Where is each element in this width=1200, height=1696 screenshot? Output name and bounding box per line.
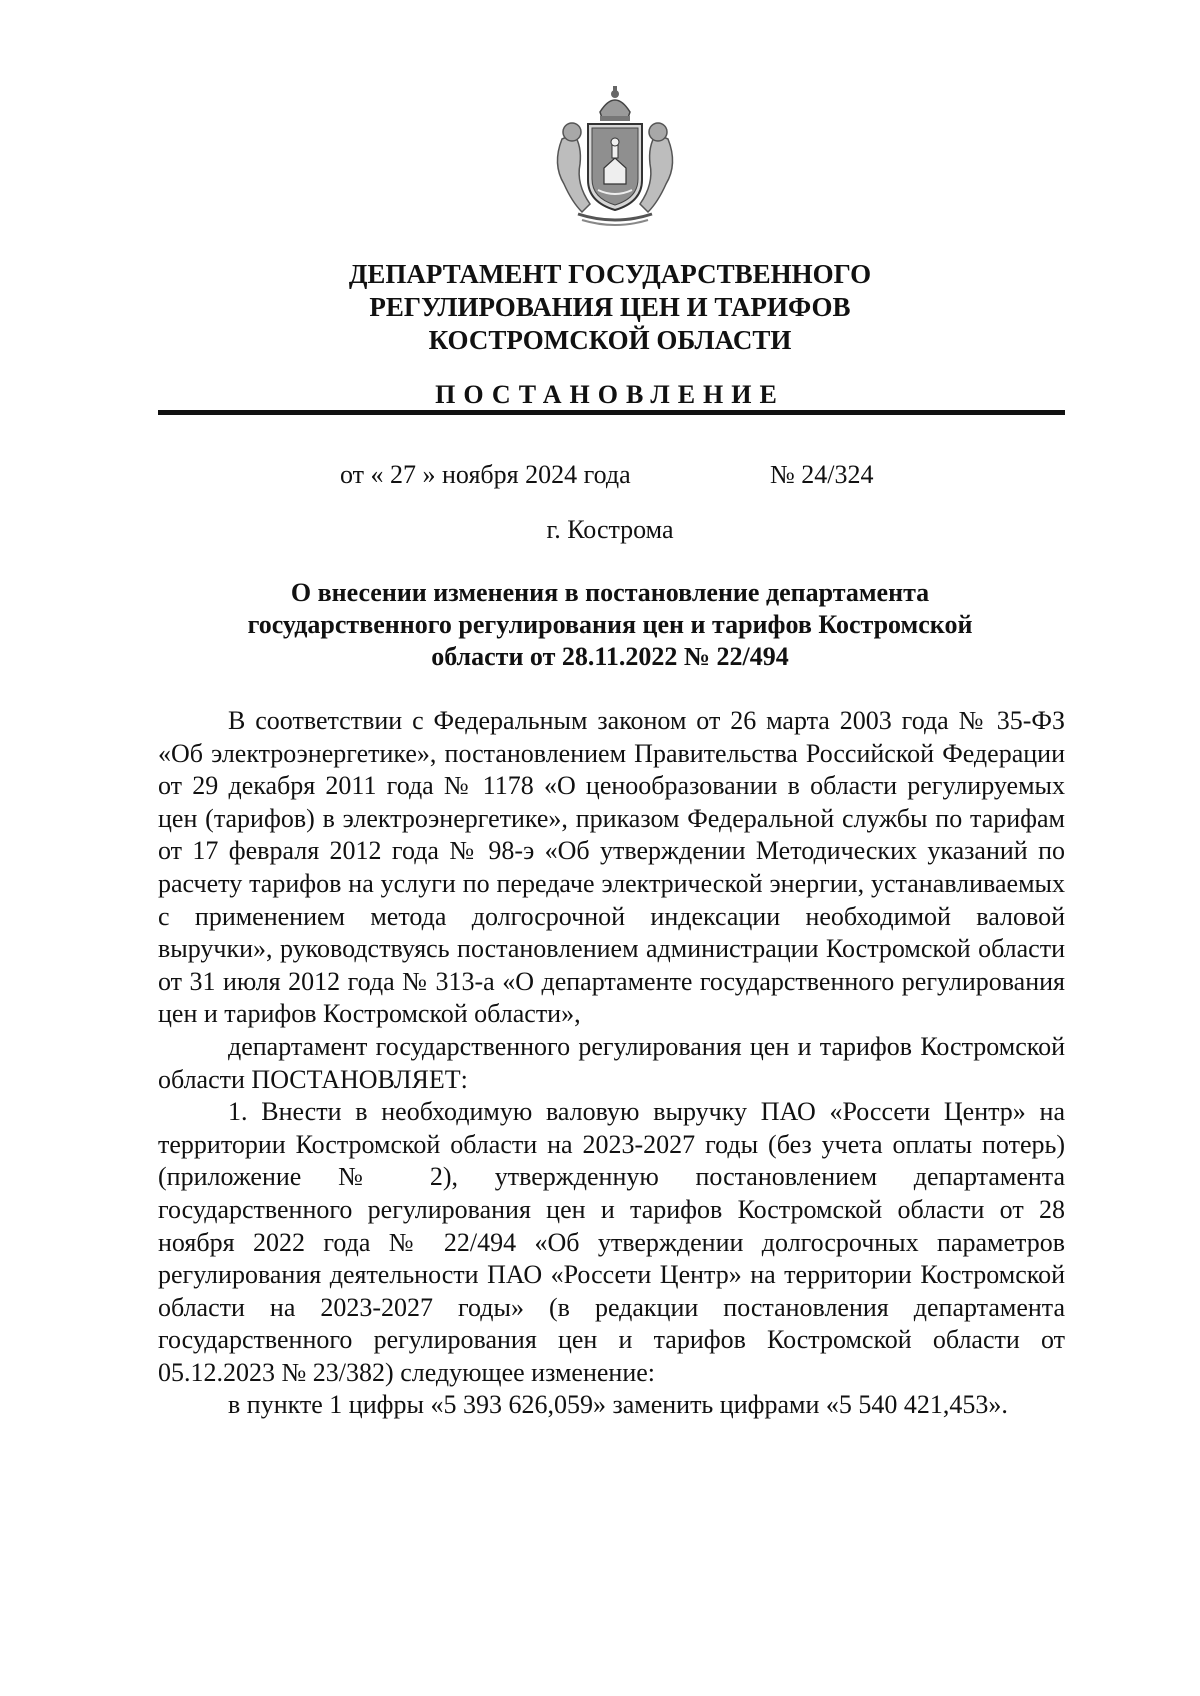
department-line-1: ДЕПАРТАМЕНТ ГОСУДАРСТВЕННОГО: [348, 259, 872, 289]
paragraph-legal-basis: В соответствии с Федеральным законом от 26 марта 2003 года № 35-ФЗ «Об электроэнергетике», постановлением Правительства Российской Федерации от 29 декабря 2011 года № 1178 «О ценообразовании в области регулируемых цен (тарифов) в электроэнергетике», приказом Федеральной службы по тарифам от 17 февраля 2012 года № 98-э «Об утверждении Методических указаний по расчету тарифов на услуги по передаче электрической энергии, устанавливаемых с применением метода долгосрочной индексации необходимой валовой выручки», руководствуясь постановлением администрации Костромской области от 31 июля 2012 года № 313-а «О департаменте государственного регулирования цен и тарифов Костромской области»,: [158, 706, 1065, 1029]
document-number: № 24/324: [770, 460, 874, 489]
subject-line-2: государственного регулирования цен и тарифов Костромской: [247, 610, 973, 639]
header-divider: [158, 410, 1065, 415]
paragraph-item-1: 1. Внести в необходимую валовую выручку ПАО «Россети Центр» на территории Костромской области на 2023-2027 годы (без учета оплаты потерь) (приложение № 2), утвержденную постановлением департамента государственного регулирования цен и тарифов Костромской области от 28 ноября 2022 года № 22/494 «Об утверждении долгосрочных параметров регулирования деятельности ПАО «Россети Центр» на территории Костромской области на 2023-2027 годы» (в редакции постановления департамента государственного регулирования цен и тарифов Костромской области от 05.12.2023 № 23/382) следующее изменение:: [158, 1097, 1065, 1387]
paragraph-change: в пункте 1 цифры «5 393 626,059» заменить цифрами «5 540 421,453».: [228, 1390, 1008, 1420]
coat-of-arms-icon: [542, 84, 688, 230]
department-line-3: КОСТРОМСКОЙ ОБЛАСТИ: [428, 325, 792, 355]
paragraph-resolves: департамент государственного регулирования цен и тарифов Костромской области ПОСТАНОВЛЯЕТ:: [158, 1031, 1065, 1094]
document-subject: [150, 577, 1070, 673]
subject-line-3: области от 28.11.2022 № 22/494: [431, 642, 789, 671]
subject-line-1: О внесении изменения в постановление департамента: [290, 578, 930, 607]
department-name: [150, 258, 1070, 357]
document-body: [158, 705, 1065, 1422]
document-date: от « 27 » ноября 2024 года: [340, 460, 631, 489]
document-city: г. Кострома: [546, 515, 674, 544]
department-line-2: РЕГУЛИРОВАНИЯ ЦЕН И ТАРИФОВ: [369, 292, 851, 322]
document-type-title: ПОСТАНОВЛЕНИЕ: [435, 380, 785, 409]
